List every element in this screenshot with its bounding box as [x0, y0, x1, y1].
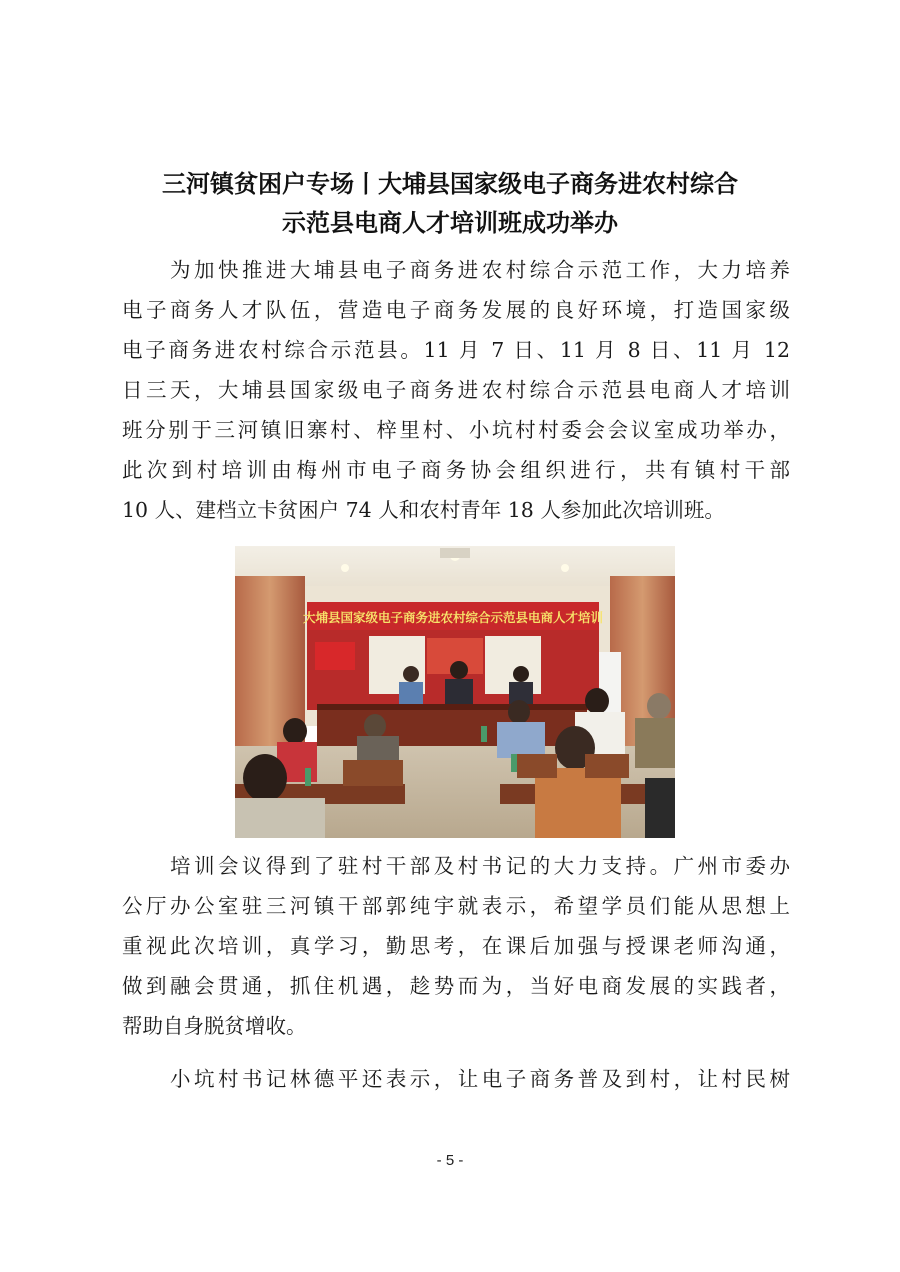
paragraph-line: 小坑村书记林德平还表示，让电子商务普及到村，让村民树	[170, 1067, 790, 1091]
paragraph-line: 电子商务进农村综合示范县。11 月 7 日、11 月 8 日、11 月 12	[122, 338, 790, 362]
paragraph-line: 为加快推进大埔县电子商务进农村综合示范工作，大力培养	[170, 258, 790, 282]
banner-text: 大埔县国家级电子商务进农村综合示范县电商人才培训	[302, 610, 604, 625]
paragraph-line: 做到融会贯通，抓住机遇，趁势而为，当好电商发展的实践者，	[122, 974, 790, 998]
paragraph-support	[122, 846, 790, 1046]
document-title-line-2: 示范县电商人才培训班成功举办	[282, 209, 618, 237]
paragraph-line: 此次到村培训由梅州市电子商务协会组织进行，共有镇村干部	[122, 458, 790, 482]
paragraph-line: 10 人、建档立卡贫困户 74 人和农村青年 18 人参加此次培训班。	[122, 498, 725, 522]
paragraph-line: 班分别于三河镇旧寨村、梓里村、小坑村村委会会议室成功举办，	[122, 418, 790, 442]
paragraph-line: 重视此次培训，真学习，勤思考，在课后加强与授课老师沟通，	[122, 934, 790, 958]
paragraph-intro	[122, 250, 790, 530]
paragraph-line: 日三天，大埔县国家级电子商务进农村综合示范县电商人才培训	[122, 378, 790, 402]
paragraph-line: 帮助自身脱贫增收。	[122, 1014, 307, 1038]
paragraph-line: 公厅办公室驻三河镇干部郭纯宇就表示，希望学员们能从思想上	[122, 894, 790, 918]
document-title-line-1: 三河镇贫困户专场丨大埔县国家级电子商务进农村综合	[162, 170, 738, 198]
page-number: - 5 -	[436, 1152, 464, 1169]
paragraph-line: 电子商务人才队伍，营造电子商务发展的良好环境，打造国家级	[122, 298, 790, 322]
paragraph-line: 培训会议得到了驻村干部及村书记的大力支持。广州市委办	[170, 854, 790, 878]
training-meeting-photo	[235, 546, 675, 838]
paragraph-secretary	[122, 1059, 790, 1099]
